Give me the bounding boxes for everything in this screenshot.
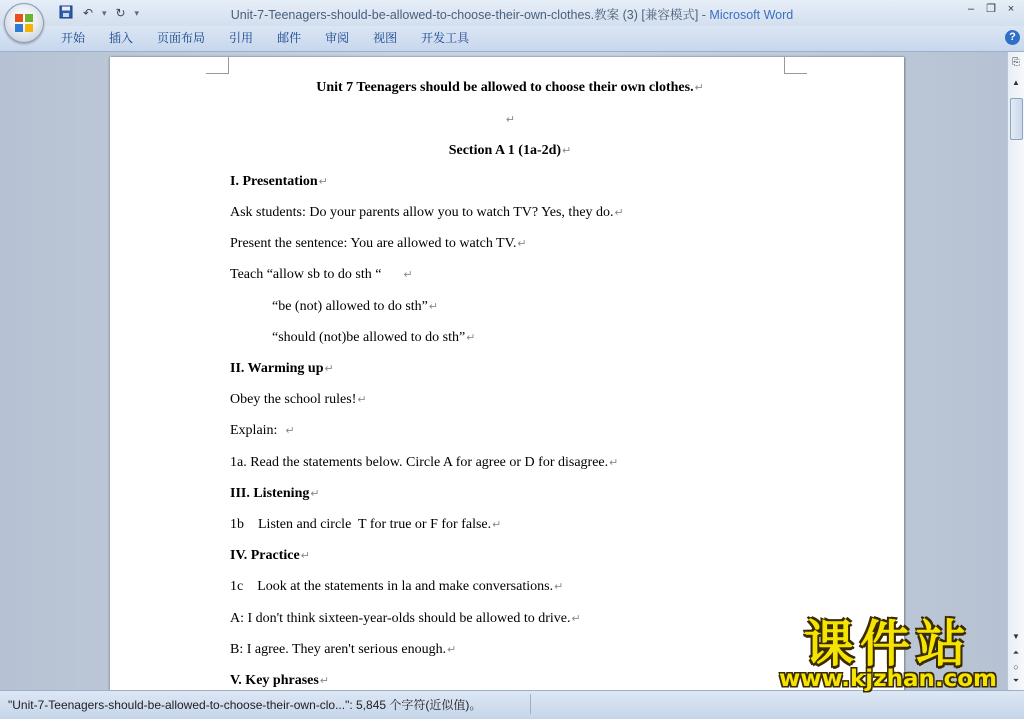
scroll-thumb[interactable] (1010, 98, 1023, 140)
minimize-icon[interactable]: – (967, 3, 975, 15)
paragraph-mark-icon: ↵ (466, 332, 476, 344)
empty-paragraph[interactable] (230, 112, 790, 128)
paragraph-text: Teach “allow sb to do sth “ (230, 267, 403, 282)
watermark-chinese-text: 课件站 (804, 615, 972, 673)
paragraph-mark-icon: ↵ (492, 519, 502, 531)
paragraph-text: 1b Listen and circle T for true or F for false. (230, 517, 492, 532)
scroll-down-icon[interactable]: ▼ (1012, 632, 1020, 641)
paragraph-text: I. Presentation (230, 174, 318, 189)
ruler-toggle-icon[interactable]: ⎘ (1012, 57, 1020, 68)
text-paragraph[interactable] (230, 392, 367, 408)
status-bar (0, 690, 1024, 719)
paragraph-text: Obey the school rules! (230, 392, 357, 407)
paragraph-text: Explain: (230, 423, 285, 438)
paragraph-mark-icon: ↵ (324, 363, 334, 375)
paragraph-mark-icon: ↵ (562, 145, 572, 157)
paragraph-mark-icon: ↵ (300, 550, 310, 562)
window-title (0, 5, 1024, 23)
title-separator: - (698, 8, 710, 22)
tab-mailings[interactable]: 邮件 (277, 31, 302, 45)
redo-icon[interactable]: ↻ (115, 6, 126, 20)
heading-paragraph[interactable] (230, 143, 790, 159)
paragraph-mark-icon: ↵ (517, 238, 527, 250)
paragraph-mark-icon: ↵ (357, 394, 367, 406)
paragraph-text: II. Warming up (230, 361, 324, 376)
heading-paragraph[interactable] (230, 548, 310, 564)
paragraph-mark-icon: ↵ (285, 425, 295, 437)
word-count-status[interactable]: "Unit-7-Teenagers-should-be-allowed-to-choose-their-own-clo...": 5,845 个字符(近似值)。 (8, 698, 482, 712)
paragraph-text: “should (not)be allowed to do sth” (230, 330, 466, 345)
document-workspace (0, 52, 1008, 690)
paragraph-text: “be (not) allowed to do sth” (230, 299, 428, 314)
heading-paragraph[interactable] (230, 361, 334, 377)
paragraph-mark-icon: ↵ (318, 176, 328, 188)
paragraph-text: IV. Practice (230, 548, 300, 563)
paragraph-text: Unit 7 Teenagers should be allowed to choose their own clothes. (316, 80, 694, 95)
paragraph-text: 1c Look at the statements in la and make conversations. (230, 579, 554, 594)
undo-icon[interactable]: ↶ (82, 6, 94, 20)
paragraph-text: B: I agree. They aren't serious enough. (230, 642, 447, 657)
paragraph-mark-icon: ↵ (694, 82, 704, 94)
margin-corner-top-right (784, 57, 807, 74)
tab-review[interactable]: 审阅 (325, 31, 350, 45)
text-paragraph[interactable] (230, 455, 618, 471)
tab-insert[interactable]: 插入 (109, 31, 134, 45)
document-name: Unit-7-Teenagers-should-be-allowed-to-choose-their-own-clothes.教案 (3) [兼容模式] (230, 8, 699, 22)
paragraph-mark-icon: ↵ (554, 581, 564, 593)
status-divider (530, 694, 531, 714)
paragraph-text: Present the sentence: You are allowed to watch TV. (230, 236, 517, 251)
paragraph-mark-icon: ↵ (319, 675, 330, 687)
paragraph-mark-icon: ↵ (505, 114, 516, 126)
title-bar (0, 0, 1024, 26)
text-paragraph[interactable] (230, 517, 501, 533)
browse-object-icon[interactable]: ○ (1013, 662, 1019, 672)
close-icon[interactable]: × (1007, 3, 1015, 15)
ribbon-tabs (49, 30, 481, 47)
text-paragraph[interactable] (230, 236, 527, 252)
tab-references[interactable]: 引用 (229, 31, 254, 45)
tab-home[interactable]: 开始 (61, 31, 86, 45)
text-paragraph[interactable] (230, 299, 438, 315)
paragraph-mark-icon: ↵ (403, 269, 413, 281)
help-icon[interactable]: ? (1005, 30, 1020, 45)
paragraph-mark-icon: ↵ (428, 301, 439, 313)
text-paragraph[interactable] (230, 642, 456, 658)
watermark-url: www.kjzhan.com (779, 666, 997, 692)
office-button[interactable] (4, 3, 44, 43)
paragraph-mark-icon: ↵ (609, 457, 619, 469)
office-logo-icon (14, 13, 34, 33)
text-paragraph[interactable] (230, 611, 581, 627)
paragraph-mark-icon: ↵ (310, 488, 320, 500)
app-name: Microsoft Word (709, 8, 794, 22)
tab-developer[interactable]: 开发工具 (421, 31, 470, 45)
tab-view[interactable]: 视图 (373, 31, 398, 45)
text-paragraph[interactable] (230, 579, 563, 595)
heading-paragraph[interactable] (230, 80, 790, 96)
paragraph-text: V. Key phrases (230, 673, 319, 688)
paragraph-mark-icon: ↵ (614, 207, 624, 219)
text-paragraph[interactable] (230, 267, 413, 283)
customize-qat-icon[interactable]: ▾ (134, 7, 140, 18)
paragraph-text: 1a. Read the statements below. Circle A for agree or D for disagree. (230, 455, 609, 470)
next-page-icon[interactable]: ⏷ (1012, 676, 1020, 685)
vertical-scrollbar[interactable] (1007, 52, 1024, 690)
heading-paragraph[interactable] (230, 673, 329, 689)
previous-page-icon[interactable]: ⏶ (1012, 648, 1020, 657)
restore-icon[interactable]: ❐ (986, 3, 996, 15)
text-paragraph[interactable] (230, 205, 624, 221)
window-controls (964, 2, 1018, 16)
heading-paragraph[interactable] (230, 486, 320, 502)
paragraph-text: Section A 1 (1a-2d) (448, 143, 562, 158)
document-page[interactable] (110, 57, 904, 697)
heading-paragraph[interactable] (230, 174, 328, 190)
watermark-logo (772, 616, 1004, 692)
paragraph-text: III. Listening (230, 486, 310, 501)
tab-page-layout[interactable]: 页面布局 (157, 31, 206, 45)
text-paragraph[interactable] (230, 330, 475, 346)
paragraph-text: A: I don't think sixteen-year-olds should be allowed to drive. (230, 611, 571, 626)
paragraph-mark-icon: ↵ (447, 644, 457, 656)
chevron-down-icon[interactable]: ▾ (102, 7, 107, 18)
scroll-up-icon[interactable]: ▲ (1012, 78, 1020, 87)
paragraph-mark-icon: ↵ (571, 613, 581, 625)
paragraph-text: Ask students: Do your parents allow you to watch TV? Yes, they do. (230, 205, 614, 220)
text-paragraph[interactable] (230, 423, 295, 439)
ribbon (0, 26, 1024, 52)
margin-corner-top-left (206, 57, 229, 74)
